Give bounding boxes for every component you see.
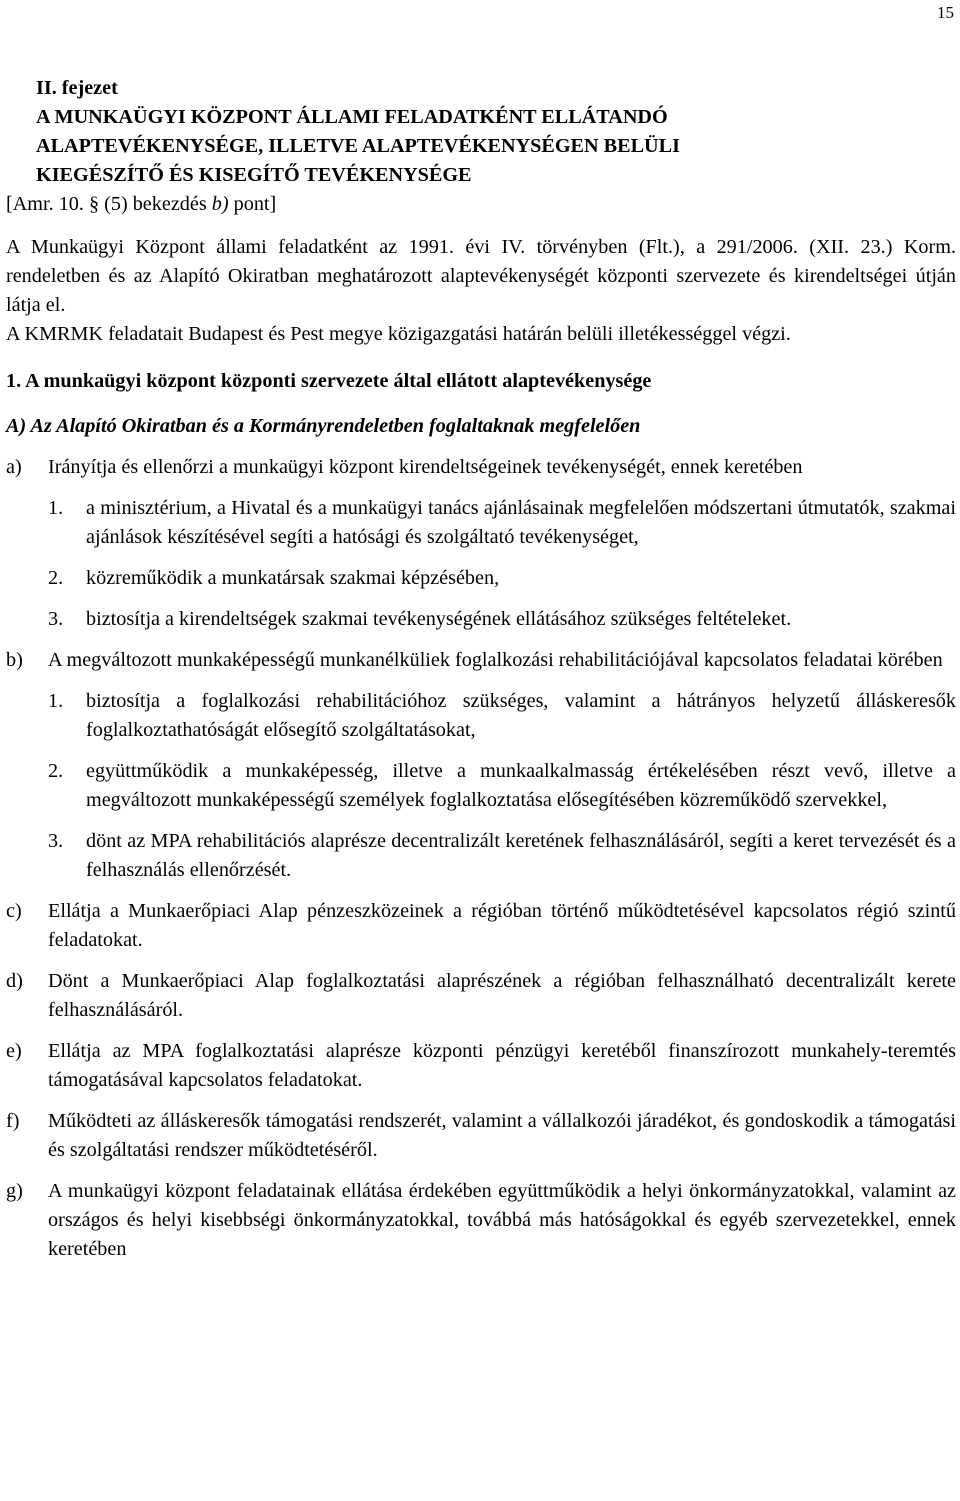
sub-item-number: 3. [48, 608, 64, 630]
section-subtitle: A) Az Alapító Okiratban és a Kormányrendeletben foglaltaknak megfelelően [6, 415, 641, 437]
item-text: Ellátja a Munkaerőpiaci Alap pénzeszközeinek a régióban történő működtetésével kapcsolatos régió szintű feladatokat. [48, 900, 956, 951]
sub-list-item [48, 757, 956, 815]
intro-paragraph: A Munkaügyi Központ állami feladatként az 1991. évi IV. törvényben (Flt.), a 291/2006. (XII. 23.) Korm. rendeletben és az Alapító Okiratban meghatározott alaptevékenységét központi szervezete és kirendeltségei útján látja el. [6, 236, 956, 316]
sub-item-text: biztosítja a foglalkozási rehabilitációhoz szükséges, valamint a hátrányos helyzetű álláskeresők foglalkoztathatóságát elősegítő szolgáltatásokat, [86, 690, 956, 741]
sub-item-text: biztosítja a kirendeltségek szakmai tevékenységének ellátásához szükséges feltételeket. [86, 608, 792, 630]
activity-list [6, 453, 956, 1264]
reference-suffix: pont] [228, 193, 277, 215]
sub-list-item [48, 494, 956, 552]
list-item [6, 1107, 956, 1165]
item-text: Ellátja az MPA foglalkoztatási alaprésze központi pénzügyi keretéből finanszírozott munkahely-teremtés támogatásával kapcsolatos feladatokat. [48, 1040, 956, 1091]
list-item [6, 897, 956, 955]
sub-item-text: közreműködik a munkatársak szakmai képzésében, [86, 567, 500, 589]
chapter-label: II. fejezet [36, 77, 118, 99]
document-body [6, 74, 956, 1264]
sub-item-number: 2. [48, 760, 64, 782]
sub-item-text: a minisztérium, a Hivatal és a munkaügyi tanács ajánlásainak megfelelően módszertani útmutatók, szakmai ajánlások készítésével segíti a hatósági és szolgáltató tevékenységet, [86, 497, 956, 548]
sub-item-text: együttműködik a munkaképesség, illetve a munkaalkalmasság értékelésében részt vevő, illetve a megváltozott munkaképességű személyek foglalkoztatása elősegítésében közreműködő szervekkel, [86, 760, 956, 811]
chapter-heading-line: A MUNKAÜGYI KÖZPONT ÁLLAMI FELADATKÉNT ELLÁTANDÓ [36, 106, 668, 128]
item-label: a) [6, 456, 22, 478]
intro-paragraph: A KMRMK feladatait Budapest és Pest megye közigazgatási határán belüli illetékességgel végzi. [6, 323, 791, 345]
item-label: f) [6, 1110, 20, 1132]
sub-list-item [48, 687, 956, 745]
section-title: 1. A munkaügyi központ központi szervezete által ellátott alaptevékenysége [6, 370, 652, 392]
item-label: b) [6, 649, 23, 671]
reference-italic: b) [211, 193, 229, 215]
chapter-header [6, 74, 956, 190]
item-text: Dönt a Munkaerőpiaci Alap foglalkoztatási alaprészének a régióban felhasználható decentralizált kerete felhasználásáról. [48, 970, 956, 1021]
item-label: g) [6, 1180, 23, 1202]
sub-list-item [48, 827, 956, 885]
list-item [6, 646, 956, 675]
sub-list-item [48, 564, 956, 593]
sub-item-number: 2. [48, 567, 64, 589]
item-label: d) [6, 970, 23, 992]
sub-list-item [48, 605, 956, 634]
chapter-heading-line: KIEGÉSZÍTŐ ÉS KISEGÍTŐ TEVÉKENYSÉGE [36, 164, 472, 186]
item-text: Működteti az álláskeresők támogatási rendszerét, valamint a vállalkozói járadékot, és gondoskodik a támogatási és szolgáltatási rendszer működtetéséről. [48, 1110, 956, 1161]
page-number: 15 [937, 3, 954, 22]
sub-item-number: 1. [48, 497, 64, 519]
sub-item-number: 3. [48, 830, 64, 852]
item-text: A megváltozott munkaképességű munkanélküliek foglalkozási rehabilitációjával kapcsolatos feladatai körében [48, 649, 943, 671]
item-label: c) [6, 900, 22, 922]
list-item [6, 967, 956, 1025]
sub-item-number: 1. [48, 690, 64, 712]
item-text: Irányítja és ellenőrzi a munkaügyi központ kirendeltségeinek tevékenységét, ennek keretében [48, 456, 803, 478]
reference-prefix: [Amr. 10. § (5) bekezdés [6, 193, 212, 215]
list-item [6, 453, 956, 482]
list-item [6, 1177, 956, 1264]
list-item [6, 1037, 956, 1095]
item-text: A munkaügyi központ feladatainak ellátása érdekében együttműködik a helyi önkormányzatokkal, valamint az országos és helyi kisebbségi önkormányzatokkal, továbbá más hatóságokkal és egyéb szervezetekkel, ennek keretében [48, 1180, 956, 1260]
chapter-heading-line: ALAPTEVÉKENYSÉGE, ILLETVE ALAPTEVÉKENYSÉGEN BELÜLI [36, 135, 680, 157]
sub-item-text: dönt az MPA rehabilitációs alaprésze decentralizált keretének felhasználásáról, segíti a keret tervezését és a felhasználás ellenőrzését. [86, 830, 956, 881]
legal-reference [6, 190, 956, 219]
item-label: e) [6, 1040, 22, 1062]
